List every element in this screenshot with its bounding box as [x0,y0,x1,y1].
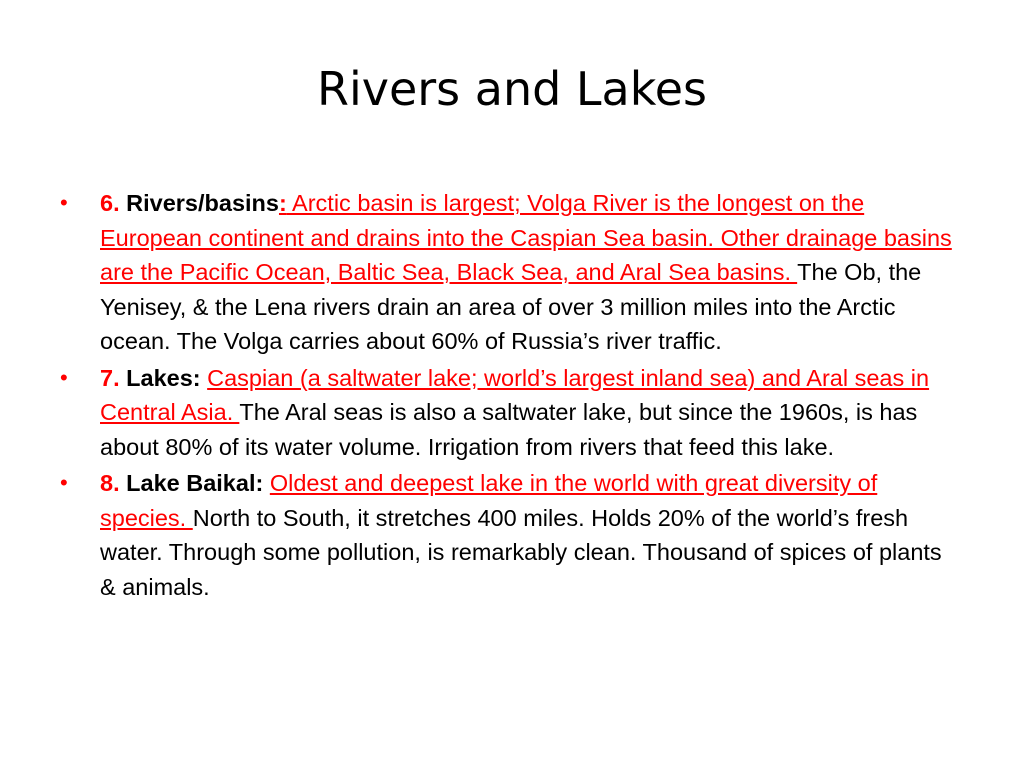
bullet-icon: • [60,190,68,215]
item-label: Rivers/basins [126,190,279,216]
item-text: The Ob, the Yenisey, & the Lena rivers drain an area of over 3 million miles into the Arctic ocean. The Volga carries about 60% of Russia’s river traffic. [100,259,922,354]
item-number: 6. [100,190,120,216]
item-text: The Aral seas is also a saltwater lake, but since the 1960s, is has about 80% of its water volume. Irrigation from rivers that feed this lake. [100,399,918,460]
bullet-item-rivers [60,186,962,359]
bullet-list [60,186,962,606]
item-highlight: Caspian (a saltwater lake; world’s largest inland sea) and Aral seas in Central Asia. [100,364,930,425]
slide-title: Rivers and Lakes [316,62,707,116]
bullet-item-baikal [60,466,962,604]
bullet-icon: • [60,470,68,495]
item-text: North to South, it stretches 400 miles. Holds 20% of the world’s fresh water. Through some pollution, is remarkably clean. Thousand of spices of plants & animals. [100,504,942,600]
item-label: Lake Baikal: [126,470,264,496]
item-label-colon: : [278,190,287,216]
item-highlight: Oldest and deepest lake in the world with great diversity of species. [100,470,878,531]
item-number: 8. [100,470,120,496]
bullet-item-lakes [60,361,962,465]
item-highlight: Arctic basin is largest; Volga River is the longest on the European continent and drains into the Caspian Sea basin. Other drainage basins are the Pacific Ocean, Baltic Sea, Black Sea, and Aral Sea basins. [100,190,952,285]
bullet-icon: • [60,364,68,390]
item-label: Lakes: [126,364,201,391]
item-number: 7. [100,364,120,391]
